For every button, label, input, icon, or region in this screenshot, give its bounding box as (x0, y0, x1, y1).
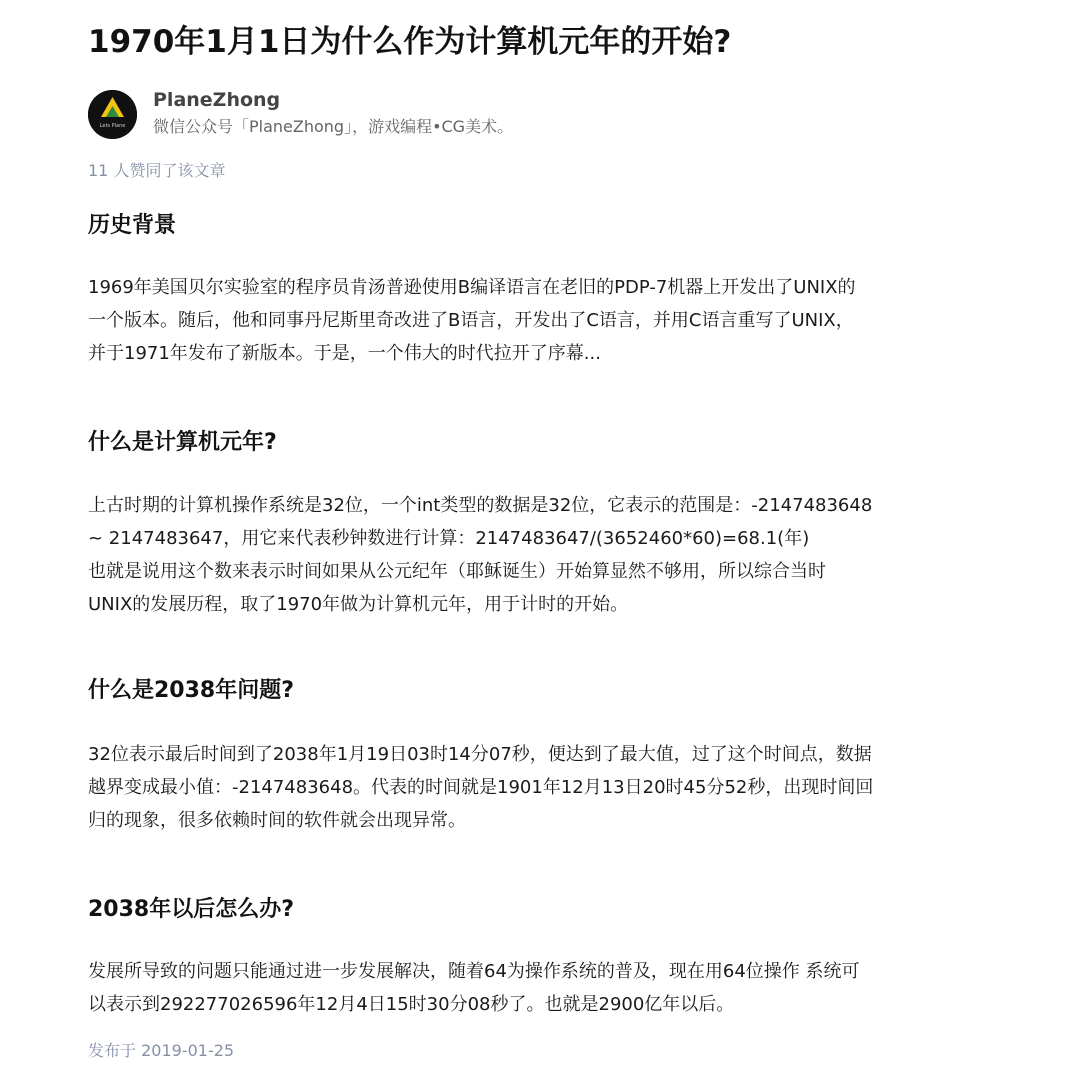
avatar-logo-text: Lets Plane (99, 123, 126, 129)
paragraph-line: 1969年美国贝尔实验室的程序员肯汤普逊使用B编译语言在老旧的PDP-7机器上开发出了UNIX的 (88, 277, 856, 298)
paragraph-line: UNIX的发展历程，取了1970年做为计算机元年，用于计时的开始。 (88, 594, 629, 615)
section-heading-2038: 什么是2038年问题? (88, 678, 294, 703)
paragraph-line: 也就是说用这个数来表示时间如果从公元纪年（耶稣诞生）开始算显然不够用，所以综合当时 (88, 561, 826, 582)
paragraph-line: 并于1971年发布了新版本。于是，一个伟大的时代拉开了序幕... (88, 343, 601, 364)
paragraph-line: 一个版本。随后，他和同事丹尼斯里奇改进了B语言，开发出了C语言，并用C语言重写了UNIX， (88, 310, 854, 331)
published-date: 发布于 2019-01-25 (88, 1041, 235, 1060)
article-title: 1970年1月1日为什么作为计算机元年的开始? (88, 24, 732, 60)
paragraph-line: 32位表示最后时间到了2038年1月19日03时14分07秒，便达到了最大值，过了这个时间点，数据 (88, 744, 872, 765)
section-heading-after-2038: 2038年以后怎么办? (88, 897, 294, 922)
paragraph-line: 越界变成最小值：-2147483648。代表的时间就是1901年12月13日20时45分52秒，出现时间回 (88, 777, 874, 798)
paragraph-line: ~ 2147483647，用它来代表秒钟数进行计算：2147483647/(3652460*60)=68.1(年) (88, 528, 810, 549)
likes-count: 11 人赞同了该文章 (88, 161, 226, 180)
author-bio: 微信公众号「PlaneZhong」，游戏编程•CG美术。 (153, 117, 514, 136)
author-avatar[interactable] (88, 90, 137, 139)
triangle-logo-icon (88, 90, 137, 139)
paragraph-line: 归的现象，很多依赖时间的软件就会出现异常。 (88, 810, 466, 831)
section-paragraph-epoch (88, 489, 968, 621)
section-heading-epoch: 什么是计算机元年? (88, 430, 277, 455)
section-paragraph-history (88, 271, 968, 370)
author-name-link[interactable]: PlaneZhong (153, 89, 281, 111)
paragraph-line: 发展所导致的问题只能通过进一步发展解决，随着64为操作系统的普及，现在用64位操作 系统可 (88, 961, 860, 982)
section-paragraph-after-2038 (88, 955, 968, 1021)
section-heading-history: 历史背景 (88, 213, 177, 238)
section-paragraph-2038 (88, 738, 968, 837)
author-info (88, 88, 968, 140)
paragraph-line: 上古时期的计算机操作系统是32位，一个int类型的数据是32位，它表示的范围是：-2147483648 (88, 495, 873, 516)
paragraph-line: 以表示到292277026596年12月4日15时30分08秒了。也就是2900亿年以后。 (88, 994, 735, 1015)
